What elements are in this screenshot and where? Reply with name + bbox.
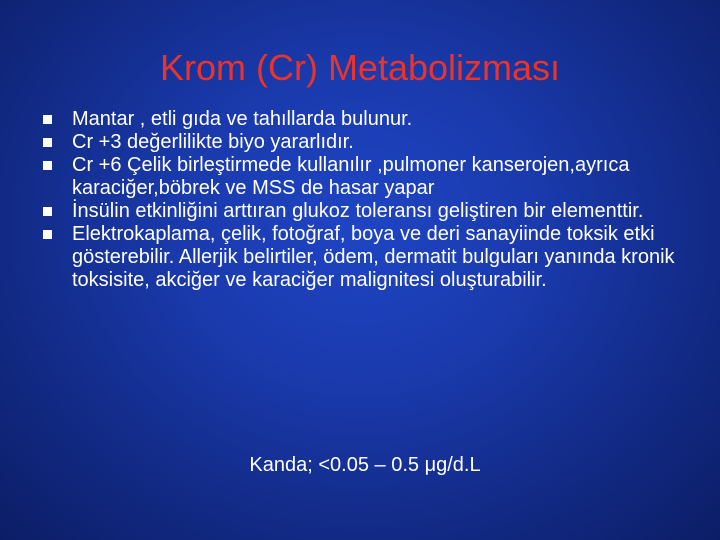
bullet-item [43, 223, 683, 292]
square-bullet-icon [43, 115, 52, 124]
square-bullet-icon [43, 138, 52, 147]
bullet-text: İnsülin etkinliğini arttıran glukoz toleransı geliştiren bir elementtir. [72, 200, 644, 222]
slide-title: Krom (Cr) Metabolizması [159, 47, 561, 88]
blood-level-value: Kanda; <0.05 – 0.5 μg/d.L [249, 454, 481, 476]
square-bullet-icon [43, 207, 52, 216]
bullet-item [43, 200, 683, 223]
bullet-text: Elektrokaplama, çelik, fotoğraf, boya ve deri sanayiinde toksik etki gösterebilir. Allerjik belirtiler, ödem, dermatit bulguları yanında kronik toksisite, akciğer ve karaciğer malignitesi oluşturabilir. [72, 223, 675, 291]
bullet-text: Cr +6 Çelik birleştirmede kullanılır ,pulmoner kanserojen,ayrıca karaciğer,böbrek ve MSS de hasar yapar [72, 154, 630, 199]
square-bullet-icon [43, 161, 52, 170]
square-bullet-icon [43, 230, 52, 239]
bullet-item [43, 154, 683, 200]
bullet-text: Mantar , etli gıda ve tahıllarda bulunur. [72, 108, 413, 130]
bullet-item [43, 108, 683, 131]
bullet-item [43, 131, 683, 154]
bullet-list [43, 108, 683, 292]
bullet-text: Cr +3 değerlilikte biyo yararlıdır. [72, 131, 354, 153]
